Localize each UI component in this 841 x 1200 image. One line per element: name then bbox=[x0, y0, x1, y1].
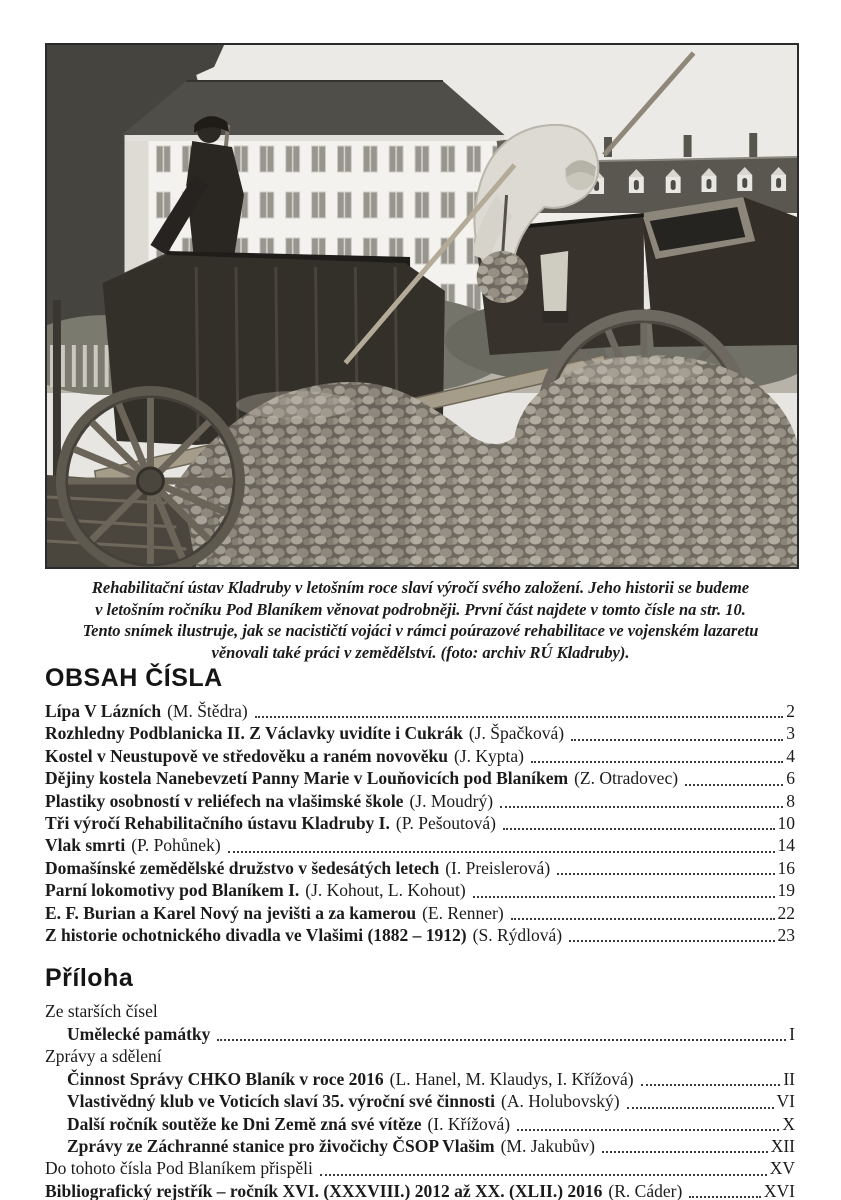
dotted-leader bbox=[255, 716, 784, 718]
toc-entry-page: 19 bbox=[777, 880, 795, 901]
toc-entry-title: Zprávy a sdělení bbox=[45, 1046, 162, 1067]
toc-entry-author: (J. Kohout, L. Kohout) bbox=[305, 880, 466, 901]
appendix-heading: Příloha bbox=[45, 964, 134, 993]
toc-entry-title: Tři výročí Rehabilitačního ústavu Kladruby I. bbox=[45, 813, 390, 834]
toc-entry-page: 23 bbox=[777, 925, 795, 946]
dotted-leader bbox=[689, 1196, 761, 1198]
toc-entry-page: II bbox=[783, 1068, 795, 1089]
toc-entry-author: (L. Hanel, M. Klaudys, I. Křížová) bbox=[389, 1068, 634, 1089]
toc-entry-page: 6 bbox=[786, 768, 795, 789]
toc-entry bbox=[45, 1157, 795, 1179]
dotted-leader bbox=[511, 918, 775, 920]
toc-entry-author: (P. Pohůnek) bbox=[131, 835, 221, 856]
photo-caption bbox=[48, 577, 793, 663]
toc-entry-title: E. F. Burian a Karel Nový na jevišti a za kamerou bbox=[45, 902, 417, 923]
toc-entry-page: XVI bbox=[763, 1180, 795, 1200]
photo-wheel-left bbox=[61, 391, 240, 567]
appendix-list bbox=[45, 1000, 795, 1200]
toc-entry-page: 8 bbox=[786, 790, 795, 811]
toc-entry-page: 16 bbox=[777, 857, 795, 878]
toc-entry-page: VI bbox=[776, 1091, 795, 1112]
dotted-leader bbox=[503, 828, 774, 830]
toc-entry-author: (M. Jakubův) bbox=[500, 1135, 595, 1156]
photo-caption-line: Tento snímek ilustruje, jak se nacističtí vojáci v rámci poúrazové rehabilitace ve vojenském lazaretu bbox=[82, 621, 759, 640]
toc-entry-author: (J. Špačková) bbox=[468, 723, 565, 744]
toc-entry-author: (A. Holubovský) bbox=[501, 1091, 620, 1112]
toc-entry-title: Do tohoto čísla Pod Blaníkem přispěli bbox=[45, 1158, 313, 1179]
toc-entry-author: (J. Moudrý) bbox=[409, 790, 494, 811]
toc-entry bbox=[45, 790, 795, 812]
dotted-leader bbox=[517, 1129, 779, 1131]
toc-entry-author: (E. Renner) bbox=[422, 902, 504, 923]
dotted-leader bbox=[571, 739, 783, 741]
toc-entry-page: 10 bbox=[777, 813, 795, 834]
toc-entry-page: 4 bbox=[786, 745, 795, 766]
toc-entry bbox=[45, 1135, 795, 1157]
toc-entry-title: Plastiky osobností v reliéfech na vlašimské škole bbox=[45, 790, 404, 811]
dotted-leader bbox=[569, 940, 774, 942]
toc-entry bbox=[45, 812, 795, 834]
dotted-leader bbox=[531, 761, 783, 763]
toc-entry-title: Vlastivědný klub ve Voticích slaví 35. výroční své činnosti bbox=[67, 1091, 495, 1112]
toc-entry-title: Dějiny kostela Nanebevzetí Panny Marie v Louňovicích pod Blaníkem bbox=[45, 768, 569, 789]
photo-caption-line: věnovali také práci v zemědělství. (foto: archiv RÚ Kladruby). bbox=[211, 642, 630, 662]
toc-entry-author: (M. Štědra) bbox=[167, 701, 248, 721]
dotted-leader bbox=[320, 1174, 767, 1176]
toc-entry bbox=[45, 767, 795, 789]
toc-entry-title: Umělecké památky bbox=[67, 1023, 211, 1044]
toc-entry bbox=[45, 1023, 795, 1045]
toc-entry-title: Další ročník soutěže ke Dni Země zná své vítěze bbox=[67, 1113, 422, 1134]
toc-entry-page: 14 bbox=[777, 835, 795, 856]
photo-caption-line: Rehabilitační ústav Kladruby v letošním roce slaví výročí svého založení. Jeho historii se budeme bbox=[91, 578, 750, 597]
toc-entry bbox=[45, 1180, 795, 1200]
toc-entry-page: 2 bbox=[786, 701, 795, 721]
toc-entry-title: Ze starších čísel bbox=[45, 1001, 158, 1022]
toc-entry-title: Zprávy ze Záchranné stanice pro živočichy ČSOP Vlašim bbox=[67, 1135, 495, 1156]
photo-caption-line: v letošním ročníku Pod Blaníkem věnovat podrobněji. První část najdete v tomto čísle na str. 10. bbox=[95, 599, 746, 619]
toc-entry-author: (P. Pešoutová) bbox=[395, 813, 497, 834]
toc-entry-page: 22 bbox=[777, 902, 795, 923]
toc-entry bbox=[45, 1068, 795, 1090]
historic-photo bbox=[45, 43, 799, 569]
dotted-leader bbox=[641, 1084, 781, 1086]
toc-entry-page: XV bbox=[769, 1158, 795, 1179]
toc-entry-page: XII bbox=[770, 1135, 795, 1156]
dotted-leader bbox=[473, 896, 775, 898]
toc-entry bbox=[45, 1000, 795, 1022]
dotted-leader bbox=[627, 1107, 774, 1109]
toc-entry-page: 3 bbox=[786, 723, 795, 744]
toc-entry-title: Parní lokomotivy pod Blaníkem I. bbox=[45, 880, 300, 901]
toc-entry-title: Činnost Správy CHKO Blaník v roce 2016 bbox=[67, 1068, 384, 1089]
toc-entry bbox=[45, 857, 795, 879]
toc-entry-title: Vlak smrti bbox=[45, 835, 126, 856]
toc-entry-author: (I. Preislerová) bbox=[445, 857, 551, 878]
toc-entry-title: Lípa V Lázních bbox=[45, 701, 162, 721]
toc-entry-author: (Z. Otradovec) bbox=[574, 768, 679, 789]
dotted-leader bbox=[500, 806, 783, 808]
dotted-leader bbox=[602, 1151, 768, 1153]
toc-entry bbox=[45, 700, 795, 722]
toc-entry-title: Bibliografický rejstřík – ročník XVI. (XXXVIII.) 2012 až XX. (XLII.) 2016 bbox=[45, 1180, 603, 1200]
toc-entry-title: Domašínské zemědělské družstvo v šedesátých letech bbox=[45, 857, 440, 878]
toc-entry bbox=[45, 722, 795, 744]
toc-entry bbox=[45, 745, 795, 767]
toc-entry-title: Rozhledny Podblanicka II. Z Václavky uvidíte i Cukrák bbox=[45, 723, 463, 744]
toc-entry bbox=[45, 1045, 795, 1067]
toc-entry-author: (I. Křížová) bbox=[427, 1113, 511, 1134]
toc-entry-page: X bbox=[782, 1113, 795, 1134]
historic-photo-illustration bbox=[47, 45, 797, 567]
table-of-contents bbox=[45, 664, 795, 1200]
dotted-leader bbox=[228, 851, 775, 853]
toc-entry-author: (S. Rýdlová) bbox=[472, 925, 563, 946]
toc-entry bbox=[45, 1113, 795, 1135]
toc-entry-page: I bbox=[789, 1023, 795, 1044]
toc-entry bbox=[45, 924, 795, 946]
toc-entry bbox=[45, 879, 795, 901]
toc-entry-author: (R. Cáder) bbox=[608, 1180, 683, 1200]
toc-entry bbox=[45, 902, 795, 924]
toc-entry bbox=[45, 834, 795, 856]
dotted-leader bbox=[217, 1039, 786, 1041]
toc-entry-title: Kostel v Neustupově ve středověku a raném novověku bbox=[45, 745, 448, 766]
toc-list bbox=[45, 700, 795, 946]
toc-entry-author: (J. Kypta) bbox=[453, 745, 524, 766]
photo-potato-cluster bbox=[477, 251, 529, 303]
dotted-leader bbox=[685, 784, 783, 786]
toc-heading: OBSAH ČÍSLA bbox=[45, 664, 223, 692]
dotted-leader bbox=[557, 873, 774, 875]
toc-entry bbox=[45, 1090, 795, 1112]
toc-entry-title: Z historie ochotnického divadla ve Vlašimi (1882 – 1912) bbox=[45, 925, 467, 946]
